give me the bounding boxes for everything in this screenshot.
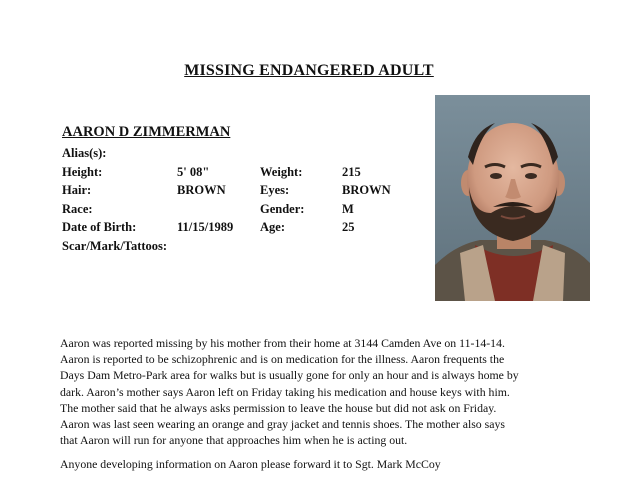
alias-label: Alias(s): (62, 146, 107, 160)
narrative-line: dark. Aaron’s mother says Aaron left on Friday taking his medication and house keys with him. (60, 384, 510, 399)
age-value: 25 (342, 220, 355, 234)
hair-value: BROWN (177, 183, 226, 197)
gender-value: M (342, 202, 354, 216)
eyes-label: Eyes: (260, 183, 290, 197)
height-value: 5' 08" (177, 165, 210, 179)
height-label: Height: (62, 165, 103, 179)
weight-label: Weight: (260, 165, 303, 179)
dob-label: Date of Birth: (62, 220, 137, 234)
race-label: Race: (62, 202, 93, 216)
scar-label: Scar/Mark/Tattoos: (62, 239, 168, 253)
bulletin-title: MISSING ENDANGERED ADULT (184, 62, 434, 79)
subject-photo (435, 95, 590, 301)
subject-name: AARON D ZIMMERMAN (62, 124, 231, 140)
narrative-line: Aaron is reported to be schizophrenic and is on medication for the illness. Aaron frequents the (60, 352, 505, 367)
age-label: Age: (260, 220, 285, 234)
case-narrative (60, 335, 590, 448)
narrative-line: that Aaron will run for anyone that approaches him when he is acting out. (60, 433, 408, 448)
weight-value: 215 (342, 165, 361, 179)
contact-statement: Anyone developing information on Aaron please forward it to Sgt. Mark McCoy (60, 457, 441, 471)
narrative-line: Aaron was last seen wearing an orange and gray jacket and tennis shoes. The mother also says (60, 417, 505, 432)
dob-value: 11/15/1989 (177, 220, 234, 234)
hair-label: Hair: (62, 183, 92, 197)
narrative-line: Aaron was reported missing by his mother from their home at 3144 Camden Ave on 11-14-14. (60, 336, 505, 350)
narrative-line: The mother said that he always asks permission to leave the house but did not ask on Friday. (60, 400, 497, 415)
narrative-line: Days Dam Metro-Park area for walks but is usually gone for only an hour and is always home by (60, 368, 519, 383)
gender-label: Gender: (260, 202, 305, 216)
eyes-value: BROWN (342, 183, 391, 197)
